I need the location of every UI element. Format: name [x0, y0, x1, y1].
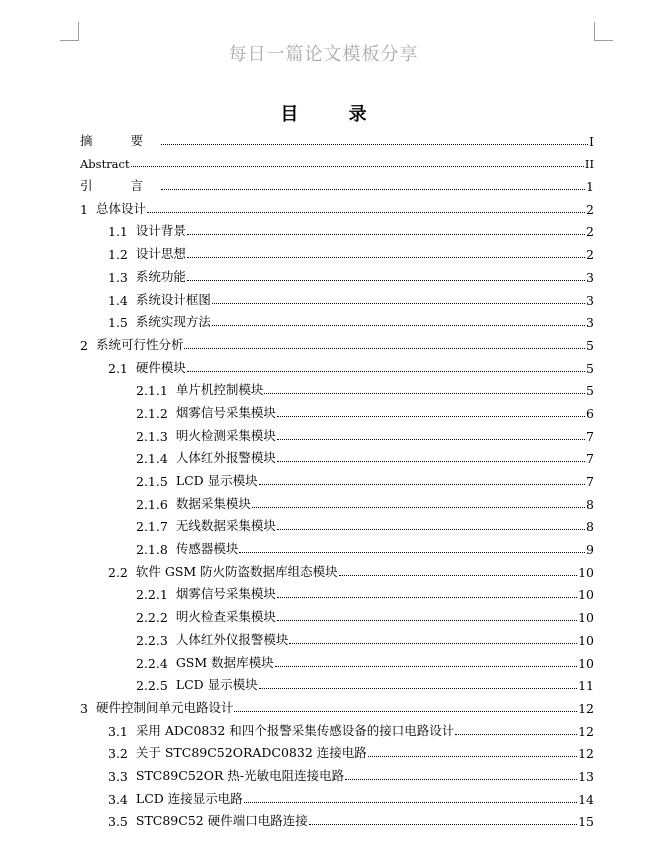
toc-entry-2-1-3[interactable]	[80, 421, 594, 444]
toc-entry-1-3[interactable]	[80, 262, 594, 285]
toc-entry-page: 7	[586, 474, 594, 489]
toc-entry-number: 3.1	[108, 723, 128, 739]
toc-leader	[259, 688, 577, 689]
toc-entry-2-1-4[interactable]	[80, 444, 594, 467]
toc-entry-number: 3.2	[108, 746, 128, 762]
toc-entry-number: 3.5	[108, 814, 128, 830]
toc-entry-page: I	[589, 133, 594, 149]
table-of-contents	[80, 126, 594, 829]
toc-entry-number: 2.2.2	[136, 610, 168, 626]
toc-entry-number: 2.1.3	[136, 428, 168, 444]
toc-leader	[187, 280, 585, 281]
toc-entry-text: STC89C52OR 热-光敏电阻连接电路	[135, 767, 345, 783]
toc-leader	[259, 484, 585, 485]
toc-entry-text: LCD 显示模块	[175, 473, 258, 488]
toc-leader	[277, 529, 585, 530]
toc-entry-page: 10	[578, 564, 594, 580]
toc-entry-text: 系统功能	[135, 268, 186, 284]
toc-leader	[187, 234, 585, 235]
toc-entry-page: 2	[586, 201, 594, 217]
toc-entry-2-1-7[interactable]	[80, 512, 594, 535]
toc-leader	[277, 620, 577, 621]
toc-leader	[184, 348, 585, 349]
toc-entry-page: 2	[586, 247, 594, 263]
toc-entry-page: 5	[586, 360, 594, 376]
toc-entry-1-1[interactable]	[80, 217, 594, 240]
toc-leader	[277, 416, 585, 417]
toc-entry-page: 6	[586, 405, 594, 421]
toc-entry-page: 7	[586, 451, 594, 467]
toc-entry-abstract-en[interactable]	[80, 149, 594, 172]
toc-entry-number: 3.4	[108, 791, 128, 807]
toc-leader	[147, 212, 585, 213]
toc-entry-page: 12	[578, 700, 594, 716]
toc-leader	[234, 711, 577, 712]
toc-entry-page: 8	[586, 496, 594, 512]
toc-leader	[275, 666, 577, 667]
toc-entry-page: 3	[586, 292, 594, 308]
toc-entry-number: 2.1.4	[136, 451, 168, 467]
toc-entry-2-1-6[interactable]	[80, 489, 594, 512]
toc-entry-text: 系统实现方法	[135, 314, 211, 330]
toc-leader	[277, 461, 585, 462]
toc-entry-text: 总体设计	[95, 200, 146, 216]
toc-entry-page: 5	[586, 383, 594, 399]
toc-entry-number: 1	[80, 201, 88, 217]
toc-entry-2-2[interactable]	[80, 557, 594, 580]
toc-leader	[252, 507, 585, 508]
toc-entry-page: 12	[578, 746, 594, 762]
toc-entry-number: 1.2	[108, 247, 128, 263]
toc-entry-2-2-2[interactable]	[80, 602, 594, 625]
toc-entry-introduction[interactable]	[80, 171, 594, 194]
toc-entry-number: 3	[80, 700, 88, 716]
toc-entry-page: II	[584, 157, 594, 172]
toc-entry-text: 关于 STC89C52ORADC0832 连接电路	[135, 745, 367, 761]
toc-entry-text: 硬件控制间单元电路设计	[95, 699, 234, 715]
toc-entry-2-2-4[interactable]	[80, 648, 594, 671]
toc-leader	[239, 552, 585, 553]
toc-entry-text: 硬件模块	[135, 359, 186, 375]
toc-entry-number: 1.5	[108, 315, 128, 331]
toc-entry-3-5[interactable]	[80, 807, 594, 830]
toc-entry-text: 摘 要	[80, 132, 160, 148]
toc-leader	[187, 371, 585, 372]
toc-entry-page: 10	[578, 610, 594, 626]
toc-entry-page: 15	[578, 814, 594, 830]
toc-entry-2-1-8[interactable]	[80, 534, 594, 557]
toc-entry-number: 2.1	[108, 360, 128, 376]
toc-entry-text: LCD 显示模块	[175, 677, 258, 693]
toc-entry-page: 3	[586, 269, 594, 285]
toc-entry-number: 2.1.5	[136, 474, 168, 489]
toc-entry-text: 采用 ADC0832 和四个报警采集传感设备的接口电路设计	[135, 722, 455, 738]
toc-entry-number: 2.1.6	[136, 496, 168, 512]
toc-entry-abstract-cn[interactable]	[80, 126, 594, 149]
toc-leader	[345, 779, 577, 780]
header-watermark: 每日一篇论文模板分享	[228, 44, 419, 65]
toc-entry-text: 设计背景	[135, 223, 186, 239]
toc-leader	[339, 575, 577, 576]
toc-entry-text: 数据采集模块	[175, 495, 251, 511]
toc-entry-text: 人体红外仪报警模块	[175, 631, 289, 647]
page-corner-mark-left	[60, 22, 79, 41]
toc-entry-text: GSM 数据库模块	[175, 654, 274, 670]
toc-entry-number: 2	[80, 337, 88, 353]
toc-entry-text: 烟雾信号采集模块	[175, 404, 276, 420]
toc-leader	[455, 734, 577, 735]
toc-leader	[277, 439, 585, 440]
toc-entry-number: 2.2	[108, 564, 128, 580]
toc-entry-page: 9	[586, 542, 594, 558]
toc-entry-text: 人体红外报警模块	[175, 450, 276, 466]
toc-leader	[277, 597, 577, 598]
toc-entry-number: 2.2.5	[136, 678, 168, 694]
toc-entry-text: 软件 GSM 防火防盗数据库组态模块	[135, 563, 338, 579]
toc-entry-page: 1	[586, 179, 594, 195]
toc-entry-text: 明火检查采集模块	[175, 609, 276, 625]
toc-entry-page: 8	[586, 519, 594, 535]
toc-entry-page: 10	[578, 587, 594, 603]
toc-entry-text: 明火检测采集模块	[175, 427, 276, 443]
toc-entry-number: 2.1.7	[136, 519, 168, 535]
toc-entry-number: 1.3	[108, 269, 128, 285]
toc-entry-text: 烟雾信号采集模块	[175, 586, 276, 602]
toc-entry-text: Abstract	[80, 157, 130, 172]
toc-entry-page: 13	[578, 768, 594, 784]
toc-entry-number: 3.3	[108, 768, 128, 784]
toc-entry-2-1-2[interactable]	[80, 398, 594, 421]
toc-title: 目 录	[280, 104, 389, 125]
toc-entry-page: 14	[578, 791, 594, 807]
toc-entry-page: 3	[586, 315, 594, 331]
toc-entry-1[interactable]	[80, 194, 594, 217]
toc-entry-page: 10	[578, 655, 594, 671]
toc-entry-2[interactable]	[80, 330, 594, 353]
toc-entry-1-5[interactable]	[80, 308, 594, 331]
toc-leader	[264, 393, 585, 394]
toc-entry-3-1[interactable]	[80, 716, 594, 739]
toc-leader	[161, 144, 588, 145]
toc-leader	[131, 166, 584, 167]
toc-leader	[289, 643, 577, 644]
page-corner-mark-right	[594, 22, 613, 41]
toc-entry-text: 引 言	[80, 178, 160, 194]
toc-entry-text: 单片机控制模块	[175, 382, 264, 398]
toc-entry-number: 1.4	[108, 292, 128, 308]
toc-entry-text: 无线数据采集模块	[175, 518, 276, 534]
toc-entry-2-1-1[interactable]	[80, 376, 594, 399]
toc-entry-page: 2	[586, 224, 594, 240]
toc-entry-number: 2.2.4	[136, 655, 168, 671]
toc-entry-3-4[interactable]	[80, 784, 594, 807]
toc-entry-text: STC89C52 硬件端口电路连接	[135, 813, 308, 829]
toc-entry-number: 1.1	[108, 224, 128, 240]
toc-entry-1-2[interactable]	[80, 239, 594, 262]
toc-entry-page: 5	[586, 337, 594, 353]
toc-entry-number: 2.2.1	[136, 587, 168, 603]
toc-entry-page: 11	[578, 678, 594, 694]
toc-entry-text: 设计思想	[135, 246, 186, 262]
toc-entry-2-2-5[interactable]	[80, 671, 594, 694]
toc-entry-text: 系统可行性分析	[95, 336, 184, 352]
toc-entry-1-4[interactable]	[80, 285, 594, 308]
toc-entry-3[interactable]	[80, 693, 594, 716]
toc-leader	[161, 189, 585, 190]
toc-leader	[368, 756, 577, 757]
toc-entry-page: 10	[578, 632, 594, 648]
toc-entry-2-2-1[interactable]	[80, 580, 594, 603]
toc-leader	[212, 325, 585, 326]
toc-leader	[212, 303, 585, 304]
toc-leader	[309, 824, 577, 825]
toc-entry-number: 2.2.3	[136, 632, 168, 648]
toc-entry-text: 传感器模块	[175, 541, 239, 557]
toc-entry-text: LCD 连接显示电路	[135, 790, 243, 806]
toc-entry-3-2[interactable]	[80, 739, 594, 762]
toc-entry-page: 12	[578, 723, 594, 739]
toc-leader	[187, 257, 585, 258]
toc-entry-number: 2.1.8	[136, 542, 168, 558]
toc-entry-2-2-3[interactable]	[80, 625, 594, 648]
toc-entry-page: 7	[586, 428, 594, 444]
toc-entry-number: 2.1.1	[136, 383, 168, 399]
toc-entry-3-3[interactable]	[80, 761, 594, 784]
toc-leader	[244, 802, 577, 803]
toc-entry-text: 系统设计框图	[135, 291, 211, 307]
toc-entry-number: 2.1.2	[136, 405, 168, 421]
toc-entry-2-1[interactable]	[80, 353, 594, 376]
toc-entry-2-1-5[interactable]	[80, 466, 594, 489]
